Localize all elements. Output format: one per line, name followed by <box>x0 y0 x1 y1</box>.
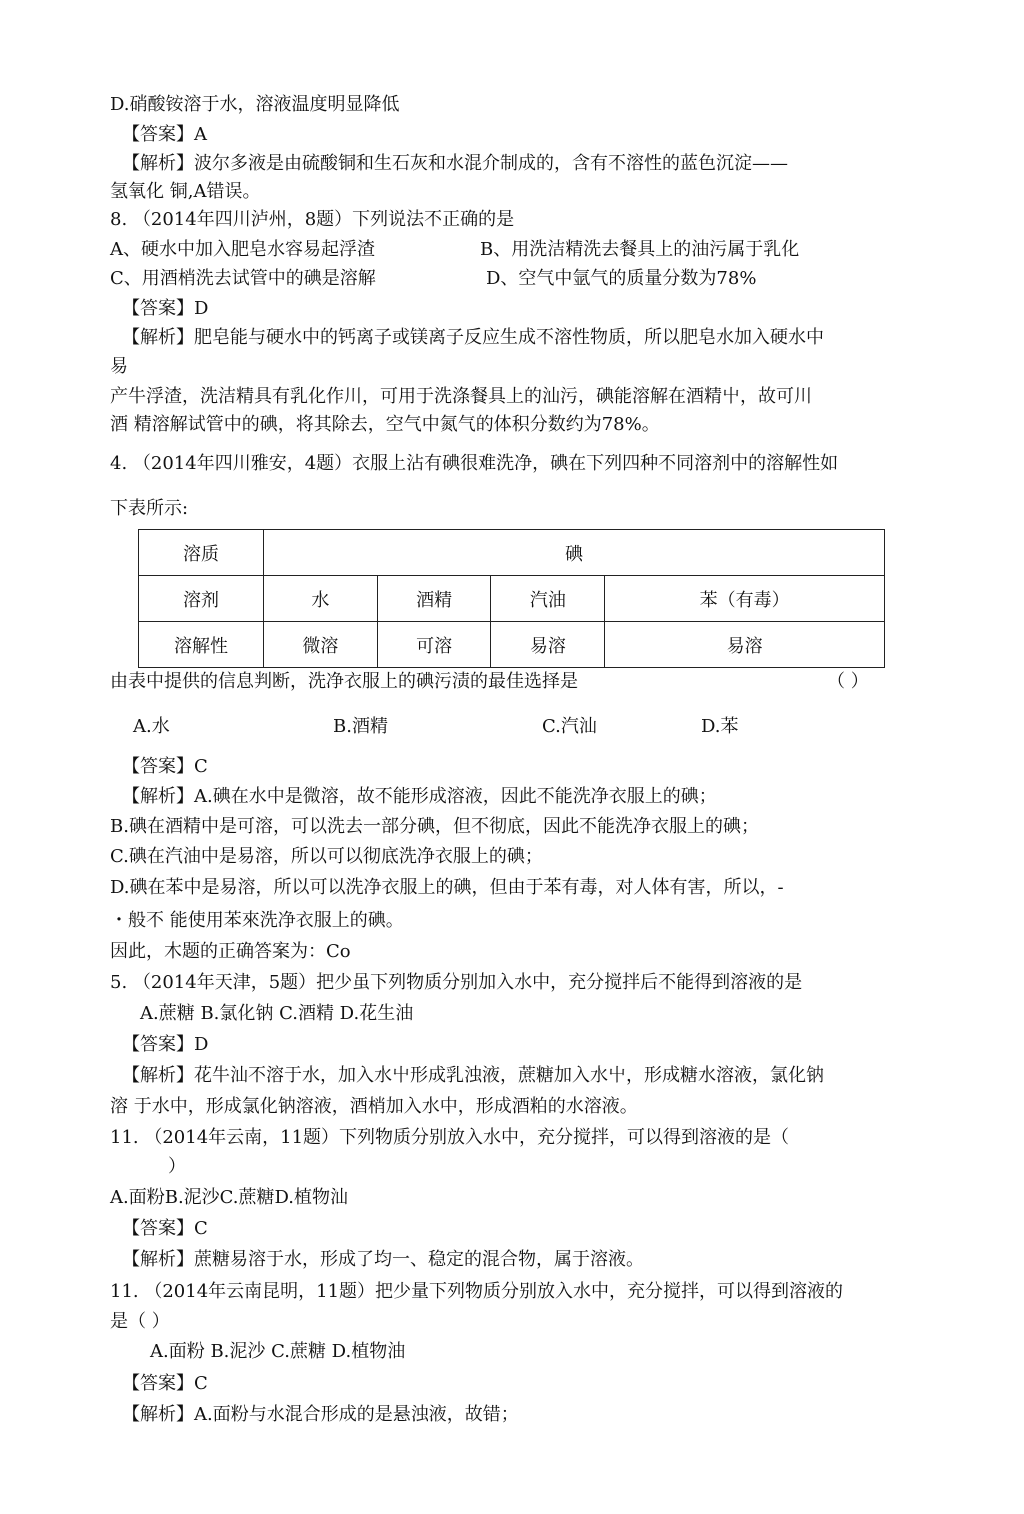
text-line: ・般不 能使用苯來洗净衣服上的碘。 <box>110 910 404 931</box>
answer-line: 【答案】C <box>122 1373 208 1394</box>
table-cell: 微溶 <box>264 622 378 668</box>
text-line: 下表所示: <box>110 498 189 519</box>
options-line: A.面粉B.泥沙C.蔗糖D.植物汕 <box>110 1187 349 1208</box>
answer-line: 【答案】A <box>122 124 207 145</box>
option-c: C、用酒梢洗去试管中的碘是溶解 <box>110 268 376 289</box>
question-line: 5. （2014年天津，5题）把少虽下列物质分别加入水中，充分搅拌后不能得到溶液的是 <box>110 972 803 993</box>
table-cell: 溶解性 <box>139 622 264 668</box>
table-cell: 汽油 <box>491 576 605 622</box>
option-b: B.酒精 <box>333 716 388 737</box>
text-line: 氢氧化 铜,A错误。 <box>110 181 261 202</box>
table-cell: 碘 <box>264 530 885 576</box>
answer-line: 【答案】C <box>122 1218 208 1239</box>
option-c: C.汽汕 <box>542 716 597 737</box>
text-line: D.碘在苯中是易溶，所以可以洗净衣服上的碘，但由于苯有毒，对人体有害，所以，- <box>110 877 784 898</box>
analysis-line: 【解析】A.碘在水中是微溶，故不能形成溶液，因此不能洗净衣服上的碘； <box>122 786 717 807</box>
answer-blank: （ ） <box>827 671 869 692</box>
table-cell: 易溶 <box>605 622 885 668</box>
answer-line: 【答案】C <box>122 756 208 777</box>
options-line: A.蔗糖 B.氯化钠 C.酒精 D.花生油 <box>140 1003 414 1024</box>
analysis-line: 【解析】A.面粉与水混合形成的是悬浊液，故错； <box>122 1404 519 1425</box>
table-cell: 酒精 <box>377 576 491 622</box>
option-a: A.水 <box>133 716 170 737</box>
text-line: 产牛浮渣，洗洁精具有乳化作川，可用于洗涤餐具上的汕污，碘能溶解在酒精屮，故可川 <box>110 386 812 407</box>
option-d: D、空气中氩气的质量分数为78% <box>486 268 757 289</box>
table-cell: 溶质 <box>139 530 264 576</box>
table-cell: 水 <box>264 576 378 622</box>
question-line: 由表中提供的信息判断，洗净衣服上的碘污渍的最佳选择是 <box>110 671 578 692</box>
option-a: A、硬水中加入肥皂水容易起浮渣 <box>110 239 375 260</box>
table-row <box>139 576 885 622</box>
text-line: 因此，木题的正确答案为：Co <box>110 941 351 962</box>
text-line: D.硝酸铵溶于水，溶液温度明显降低 <box>110 94 400 115</box>
question-line: 11. （2014年云南，11题）下列物质分别放入水中，充分搅拌，可以得到溶液的是（ <box>110 1127 790 1148</box>
option-d: D.苯 <box>701 716 739 737</box>
text-line: B.碘在酒精中是可溶，可以洗去一部分碘，但不彻底，因此不能洗净衣服上的碘； <box>110 816 759 837</box>
analysis-line: 【解析】蔗糖易溶于水，形成了均一、稳定的混合物，属于溶液。 <box>122 1249 644 1270</box>
table-cell: 可溶 <box>377 622 491 668</box>
table-cell: 溶剂 <box>139 576 264 622</box>
table-cell: 易溶 <box>491 622 605 668</box>
table-row <box>139 622 885 668</box>
question-line: 4. （2014年四川雅安，4题）衣服上沾有碘很难洗净，碘在下列四种不同溶剂中的溶解性如 <box>110 453 839 474</box>
solubility-table <box>138 529 885 668</box>
question-line: 11. （2014年云南昆明，11题）把少量下列物质分别放入水中，充分搅拌，可以得到溶液的 <box>110 1281 844 1302</box>
text-line: 溶 于水中，形成氯化钠溶液，酒梢加入水中，形成酒粕的水溶液。 <box>110 1096 638 1117</box>
text-line: 是（ ） <box>110 1311 170 1332</box>
answer-line: 【答案】D <box>122 298 209 319</box>
analysis-line: 【解析】花牛汕不溶于水，加入水屮形成乳浊液，蔗糖加入水屮，形成糖水溶液，氯化钠 <box>122 1065 824 1086</box>
options-line: A.面粉 B.泥沙 C.蔗糖 D.植物油 <box>150 1341 406 1362</box>
option-b: B、用洗洁精洗去餐具上的油污属于乳化 <box>480 239 800 260</box>
analysis-line: 【解析】波尔多液是由硫酸铜和生石灰和水混介制成的，含有不溶性的蓝色沉淀—— <box>122 153 788 174</box>
table-cell: 苯（有毒） <box>605 576 885 622</box>
answer-blank: ） <box>168 1156 186 1177</box>
text-line: 酒 精溶解试管中的碘，将其除去，空气中氮气的体积分数约为78%。 <box>110 414 660 435</box>
question-line: 8. （2014年四川泸州，8题）下列说法不正确的是 <box>110 209 515 230</box>
table-row <box>139 530 885 576</box>
answer-line: 【答案】D <box>122 1034 209 1055</box>
analysis-line: 【解析】肥皂能与硬水中的钙离子或镁离子反应生成不溶性物质，所以肥皂水加入硬水中 <box>122 327 824 348</box>
text-line: C.碘在汽油中是易溶，所以可以彻底洗净衣服上的碘； <box>110 846 543 867</box>
text-line: 易 <box>110 356 128 377</box>
